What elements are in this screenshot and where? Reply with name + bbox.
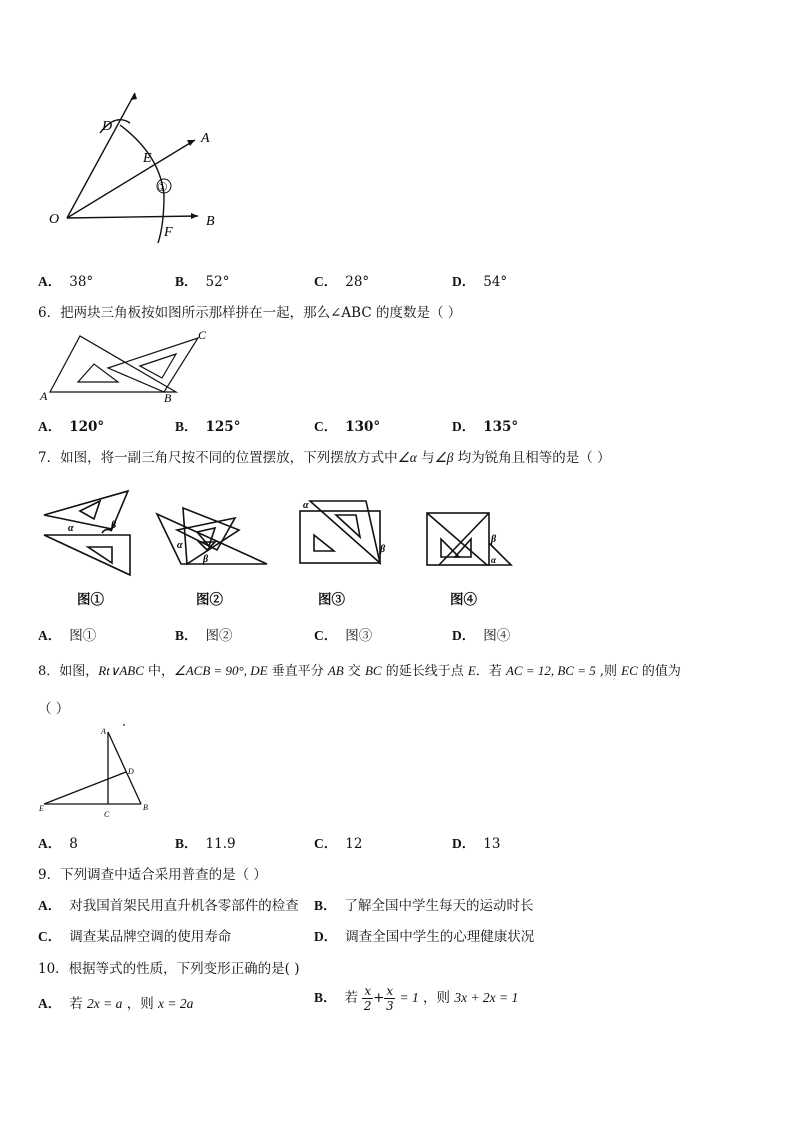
q6-option-a[interactable]: A． 120° [38, 419, 105, 435]
q9-option-a[interactable]: A． 对我国首架民用直升机各零部件的检查 [38, 898, 299, 914]
point-B-label: B [143, 803, 148, 812]
fraction-x-over-3: $\frac{x}{3}$ [385, 984, 394, 1013]
q7-figure-2-caption: 图② [196, 592, 223, 608]
point-C-label: C [198, 328, 207, 342]
alpha-label: α [491, 555, 496, 565]
q8-option-d[interactable]: D． 13 [452, 836, 501, 852]
beta-label: β [380, 544, 386, 555]
q5-option-a[interactable]: A． 38° [38, 274, 94, 290]
q7-figure-2 [155, 500, 275, 570]
q7-option-d[interactable]: D． 图④ [452, 628, 511, 644]
beta-label: β [203, 554, 209, 565]
q7-figure-3-caption: 图③ [318, 592, 345, 608]
point-O-label: O [49, 212, 60, 227]
point-A-label: A [201, 131, 210, 146]
q5-option-d[interactable]: D． 54° [452, 274, 508, 290]
point-B-label: B [206, 214, 215, 229]
beta-label: β [491, 534, 497, 545]
q9-option-d[interactable]: D． 调查全国中学生的心理健康状况 [314, 929, 535, 945]
point-E-label: E [143, 151, 152, 166]
q6-triangles-figure [38, 328, 218, 406]
q7-figure-3 [296, 497, 396, 569]
q9-question: 9．下列调查中适合采用普查的是（ ） [38, 867, 267, 883]
q7-option-a[interactable]: A． 图① [38, 628, 97, 644]
q10-option-b[interactable]: B． 若 $\frac{x}{2}$ + $\frac{x}{3}$ = 1 ，则 3x + 2x = 1 [314, 984, 519, 1013]
point-B-label: B [164, 391, 172, 405]
point-A-label: A [101, 727, 106, 736]
q9-option-b[interactable]: B． 了解全国中学生每天的运动时长 [314, 898, 534, 914]
q10-question: 10．根据等式的性质，下列变形正确的是( ) [38, 961, 300, 977]
alpha-label: α [177, 540, 183, 551]
point-F-label: F [164, 225, 173, 240]
q8-triangle-figure [38, 722, 168, 822]
q10-option-a[interactable]: A． 若 2x = a ，则 x = 2a [38, 996, 194, 1012]
q6-question: 6．把两块三角板按如图所示那样拼在一起，那么∠ABC 的度数是（ ） [38, 305, 462, 321]
fraction-x-over-2: $\frac{x}{2}$ [363, 984, 372, 1013]
q8-option-c[interactable]: C． 12 [314, 836, 363, 852]
q7-figure-1-caption: 图① [77, 592, 104, 608]
q8-option-a[interactable]: A． 8 [38, 836, 78, 852]
alpha-label: α [303, 500, 309, 511]
q8-question: 8．如图，Rt∨ABC 中，∠ACB = 90°, DE 垂直平分 AB 交 BC 的延长线于点 E．若 AC = 12, BC = 5 ,则 EC 的值为 [38, 663, 681, 679]
q8-option-b[interactable]: B． 11.9 [175, 836, 236, 852]
q5-option-b[interactable]: B． 52° [175, 274, 230, 290]
q7-figure-1 [40, 487, 140, 577]
circled-one-mark: ① [157, 180, 168, 194]
q9-option-c[interactable]: C． 调查某品牌空调的使用寿命 [38, 929, 232, 945]
point-D-label: D [102, 119, 113, 134]
point-C-label: C [104, 810, 110, 819]
q8-question-line2: （ ） [38, 701, 70, 717]
alpha-label: α [68, 523, 74, 534]
q7-figure-4-caption: 图④ [450, 592, 477, 608]
q5-angle-figure [40, 85, 240, 250]
q7-figure-4 [425, 507, 515, 569]
q6-option-b[interactable]: B． 125° [175, 419, 241, 435]
point-E-label: E [39, 804, 44, 813]
q7-question: 7．如图，将一副三角尺按不同的位置摆放，下列摆放方式中∠α 与∠β 均为锐角且相等的是（ ） [38, 450, 611, 466]
q6-option-d[interactable]: D． 135° [452, 419, 519, 435]
q7-option-c[interactable]: C． 图③ [314, 628, 373, 644]
q7-option-b[interactable]: B． 图② [175, 628, 233, 644]
beta-label: β [111, 520, 117, 531]
q5-option-c[interactable]: C． 28° [314, 274, 370, 290]
q6-option-c[interactable]: C． 130° [314, 419, 381, 435]
point-D-label: D [128, 767, 134, 776]
point-A-label: A [40, 389, 48, 403]
